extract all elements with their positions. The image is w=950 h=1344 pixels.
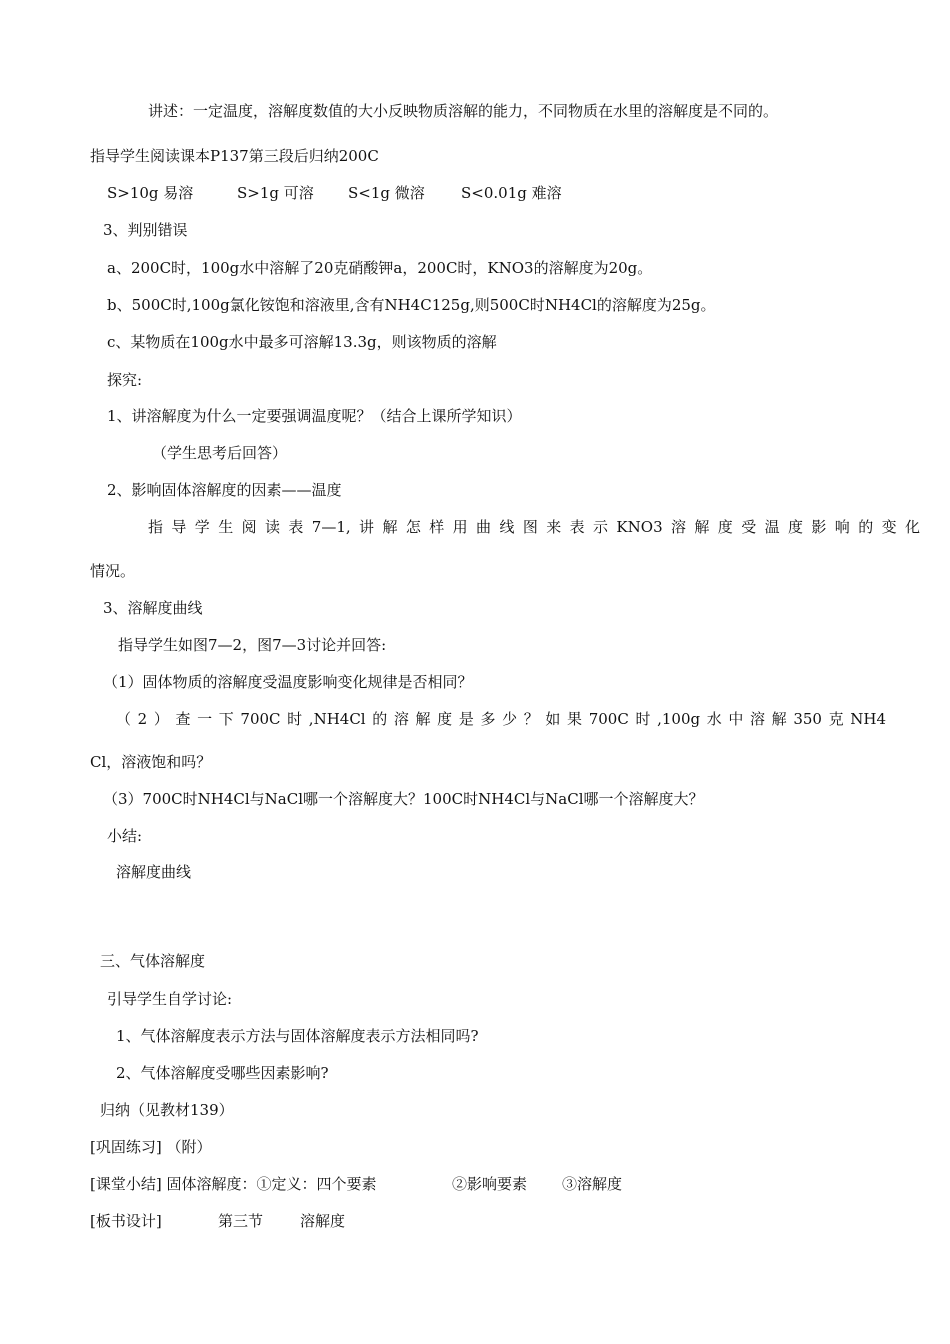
heading-judge-errors: 3、判别错误: [103, 221, 188, 239]
gas-question-2: 2、气体溶解度受哪些因素影响?: [116, 1064, 329, 1082]
discussion-question-2: （2）查一下700C时,NH4Cl的溶解度是多少？如果700C时,100g水中溶解350克NH4: [116, 710, 886, 728]
discussion-question-3: （3）700C时NH4Cl与NaCl哪一个溶解度大？100C时NH4Cl与NaCl哪一个溶解度大？: [103, 790, 704, 808]
class-summary: [课堂小结] 固体溶解度：①定义：四个要素: [90, 1175, 377, 1193]
heading-temperature-factor: 2、影响固体溶解度的因素——温度: [107, 481, 342, 499]
heading-summary: 小结:: [107, 827, 143, 845]
item-b: b、500C时,100g氯化铵饱和溶液里,含有NH4C125g,则500C时NH4Cl的溶解度为25g。: [107, 296, 716, 314]
board-design-section: 第三节: [218, 1212, 264, 1230]
section-gas-solubility: 三、气体溶解度: [100, 952, 206, 970]
heading-solubility-curve: 3、溶解度曲线: [103, 599, 203, 617]
discussion-question-2-cont: Cl，溶液饱和吗？: [90, 753, 212, 771]
board-design-label: [板书设计]: [90, 1212, 162, 1230]
summary-solubility-curve: 溶解度曲线: [116, 863, 192, 881]
question-1: 1、讲溶解度为什么一定要强调温度呢？（结合上课所学知识）: [107, 407, 522, 425]
item-a: a、200C时，100g水中溶解了20克硝酸钾a，200C时，KNO3的溶解度为20g。: [107, 259, 653, 277]
paragraph-figure-guide: 指导学生如图7—2，图7—3讨论并回答:: [118, 636, 387, 654]
item-c: c、某物质在100g水中最多可溶解13.3g，则该物质的溶解: [107, 333, 497, 351]
paragraph-guide-reading: 指导学生阅读课本P137第三段后归纳200C: [90, 147, 379, 165]
heading-explore: 探究:: [107, 371, 143, 389]
solubility-class-easy: S>10g 易溶: [107, 184, 194, 202]
paragraph-conclusion: 归纳（见教材139）: [100, 1101, 234, 1119]
class-summary-solubility: ③溶解度: [562, 1175, 623, 1193]
consolidation-exercise: [巩固练习] （附）: [90, 1138, 212, 1156]
note-student-answer: （学生思考后回答）: [152, 444, 288, 462]
gas-question-1: 1、气体溶解度表示方法与固体溶解度表示方法相同吗?: [116, 1027, 479, 1045]
paragraph-self-study: 引导学生自学讨论:: [107, 990, 233, 1008]
solubility-class-insoluble: S<0.01g 难溶: [461, 184, 562, 202]
paragraph-table-guide-cont: 情况。: [90, 562, 136, 580]
paragraph-lecture: 讲述：一定温度，溶解度数值的大小反映物质溶解的能力，不同物质在水里的溶解度是不同的。: [148, 102, 779, 120]
solubility-class-slight: S<1g 微溶: [348, 184, 425, 202]
board-design-title: 溶解度: [300, 1212, 346, 1230]
discussion-question-1: （1）固体物质的溶解度受温度影响变化规律是否相同？: [103, 673, 473, 691]
solubility-class-soluble: S>1g 可溶: [237, 184, 314, 202]
paragraph-table-guide: 指导学生阅读表7—1,讲解怎样用曲线图来表示KNO3溶解度受温度影响的变化: [148, 518, 920, 536]
class-summary-factors: ②影响要素: [452, 1175, 528, 1193]
